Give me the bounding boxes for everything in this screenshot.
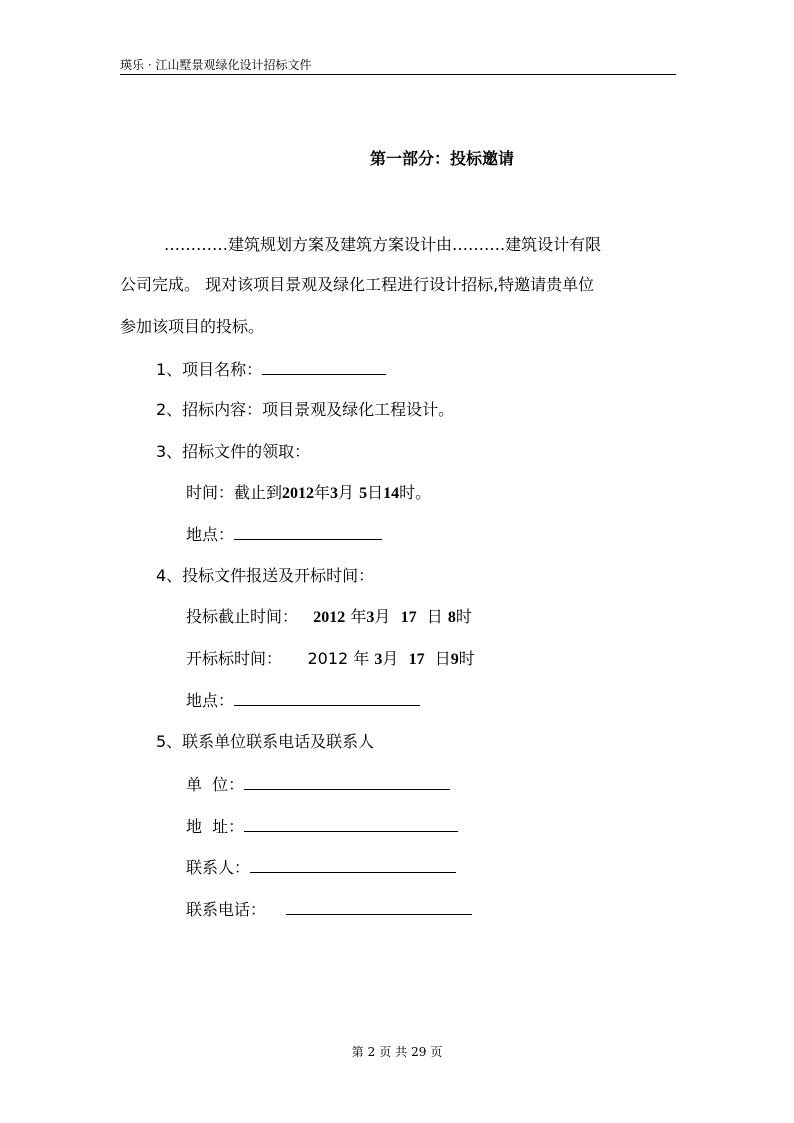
footer-page-label: 第 [351,1045,364,1059]
footer-total: 29 [411,1045,427,1059]
deadline-month: 3 [366,609,375,626]
unit-label: 单 位： [186,775,245,794]
day-unit: 日 [434,649,451,668]
phone-label: 联系电话： [186,900,267,919]
pickup-place-blank [234,523,382,540]
pickup-year: 2012 [282,485,315,502]
open-day: 17 [408,651,425,668]
open-label: 开标标时间： [186,649,283,668]
hour-unit: 时 [458,649,475,668]
item-1 [156,358,386,381]
item-5-unit [186,773,450,796]
phone-blank [286,898,472,915]
item-4: 4、投标文件报送及开标时间： [156,566,375,585]
item-5-phone [186,898,472,921]
month-unit: 月 [374,607,391,626]
contact-label: 联系人： [186,858,251,877]
contact-blank [250,856,456,873]
year-unit: 年 [314,483,331,502]
address-blank [244,815,458,832]
item-5-address [186,815,458,838]
page-footer [0,1043,794,1060]
item-3: 3、招标文件的领取： [156,442,311,461]
item-5: 5、联系单位联系电话及联系人 [156,732,375,751]
intro-line-2: 公司完成。 现对该项目景观及绿化工程进行设计招标,特邀请贵单位 [120,275,595,294]
item-4-deadline [186,606,472,629]
hour-unit: 时。 [399,483,432,502]
open-year: 2012 [307,649,349,668]
footer-of: 页 共 [379,1045,408,1059]
project-name-blank [262,358,386,375]
pickup-day: 5 [359,485,368,502]
pickup-hour: 14 [383,485,400,502]
month-unit: 月 [338,483,355,502]
intro-line-3: 参加该项目的投标。 [120,317,265,336]
unit-blank [244,773,450,790]
open-hour: 9 [450,651,459,668]
section-title: 第一部分：投标邀请 [370,149,515,168]
deadline-hour: 8 [447,609,456,626]
intro-line-1: …………建筑规划方案及建筑方案设计由……….建筑设计有限 [164,235,602,254]
item-5-contact [186,856,456,879]
item-2: 2、招标内容：项目景观及绿化工程设计。 [156,400,455,419]
time-label: 时间：截止到 [186,483,283,502]
submission-place-blank [234,689,420,706]
place-label: 地点： [186,525,235,544]
footer-suffix: 页 [430,1045,443,1059]
day-unit: 日 [426,607,443,626]
year-unit: 年 [353,649,370,668]
item-4-open [186,648,475,671]
month-unit: 月 [382,649,399,668]
place-label: 地点： [186,691,235,710]
day-unit: 日 [367,483,384,502]
page-header: 瑛乐 · 江山墅景观绿化设计招标文件 [120,58,676,75]
address-label: 地 址： [186,817,245,836]
item-3-time [186,482,431,505]
item-3-place [186,523,382,546]
hour-unit: 时 [455,607,472,626]
deadline-day: 17 [400,609,417,626]
pickup-month: 3 [330,485,339,502]
year-unit: 年 [350,607,367,626]
deadline-label: 投标截止时间： [186,607,299,626]
footer-page-number: 2 [367,1045,376,1059]
deadline-year: 2012 [313,609,346,626]
item-4-place [186,689,420,712]
open-month: 3 [374,651,383,668]
item-1-label: 1、项目名称： [156,360,263,379]
